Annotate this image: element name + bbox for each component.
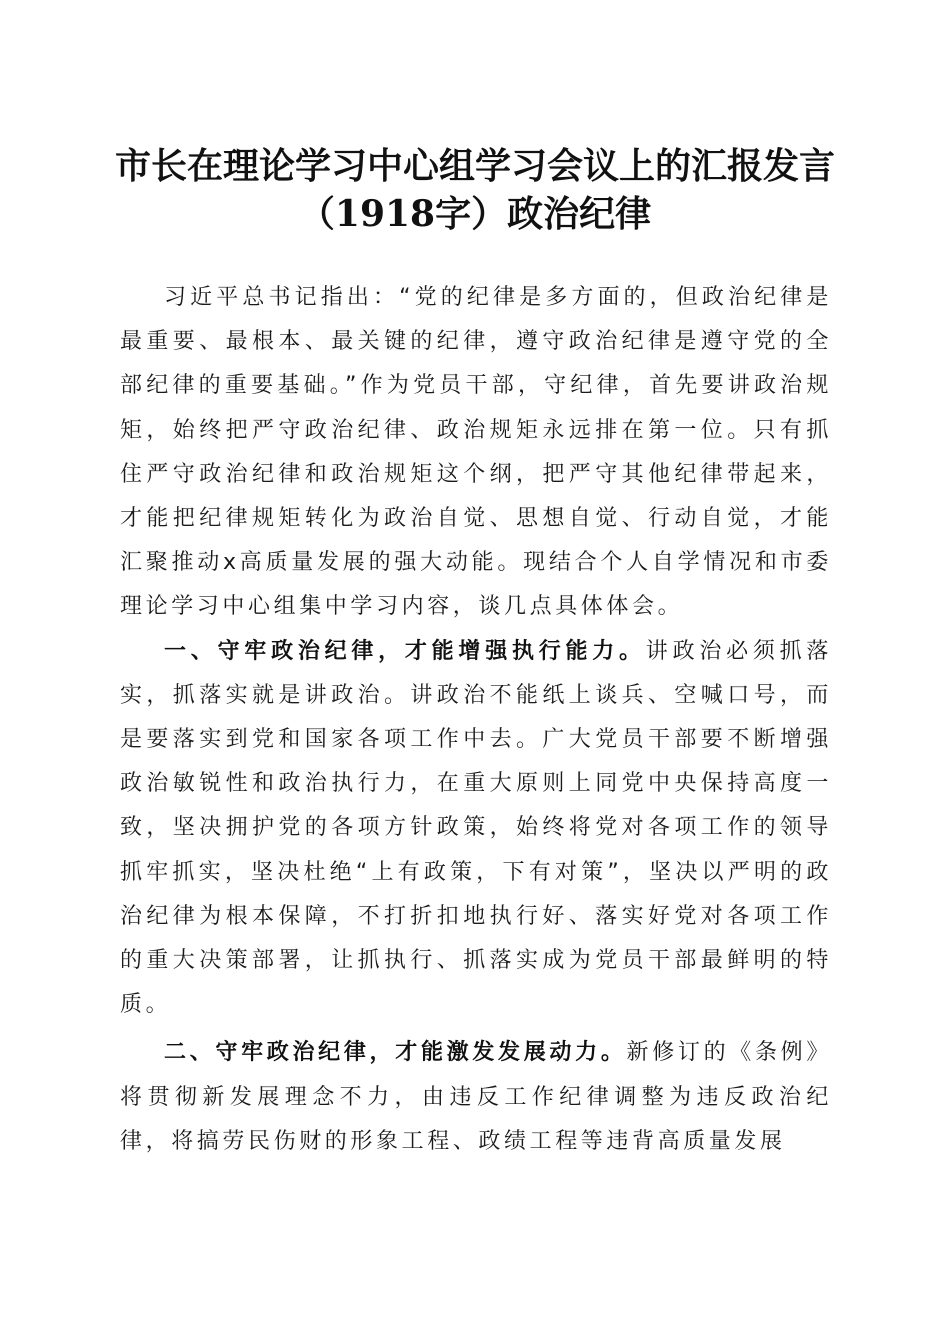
paragraph-text: 习近平总书记指出：“党的纪律是多方面的，但政治纪律是最重要、最根本、最关键的纪律，遵守政治纪律是遵守党的全部纪律的重要基础。”作为党员干部，守纪律，首先要讲政治规矩，始终把严守政治纪律、政治规矩永远排在第一位。只有抓住严守政治纪律和政治规矩这个纲，把严守其他纪律带起来，才能把纪律规矩转化为政治自觉、思想自觉、行动自觉，才能汇聚推动x高质量发展的强大动能。现结合个人自学情况和市委理论学习中心组集中学习内容，谈几点具体体会。 xyxy=(120,285,832,620)
paragraph-text: 讲政治必须抓落实，抓落实就是讲政治。讲政治不能纸上谈兵、空喊口号，而是要落实到党和国家各项工作中去。广大党员干部要不断增强政治敏锐性和政治执行力，在重大原则上同党中央保持高度一致，坚决拥护党的各项方针政策，始终将党对各项工作的领导抓牢抓实，坚决杜绝“上有政策，下有对策”，坚决以严明的政治纪律为根本保障，不打折扣地执行好、落实好党对各项工作的重大决策部署，让抓执行、抓落实成为党员干部最鲜明的特质。 xyxy=(120,638,832,1018)
section-heading: 二、守牢政治纪律，才能激发发展动力。 xyxy=(164,1040,627,1066)
document-body xyxy=(120,276,832,1164)
section-heading: 一、守牢政治纪律，才能增强执行能力。 xyxy=(164,638,646,664)
paragraph-text: 新修订的《条例》将贯彻新发展理念不力，由违反工作纪律调整为违反政治纪律，将搞劳民伤财的形象工程、政绩工程等违背高质量发展 xyxy=(120,1040,832,1154)
document-title-line-2: （1918字）政治纪律 xyxy=(298,193,652,235)
paragraph-section-2 xyxy=(120,1031,832,1164)
document-title-line-1: 市长在理论学习中心组学习会议上的汇报发言 xyxy=(114,145,835,187)
paragraph-intro xyxy=(120,276,832,630)
paragraph-section-1 xyxy=(120,630,832,1028)
